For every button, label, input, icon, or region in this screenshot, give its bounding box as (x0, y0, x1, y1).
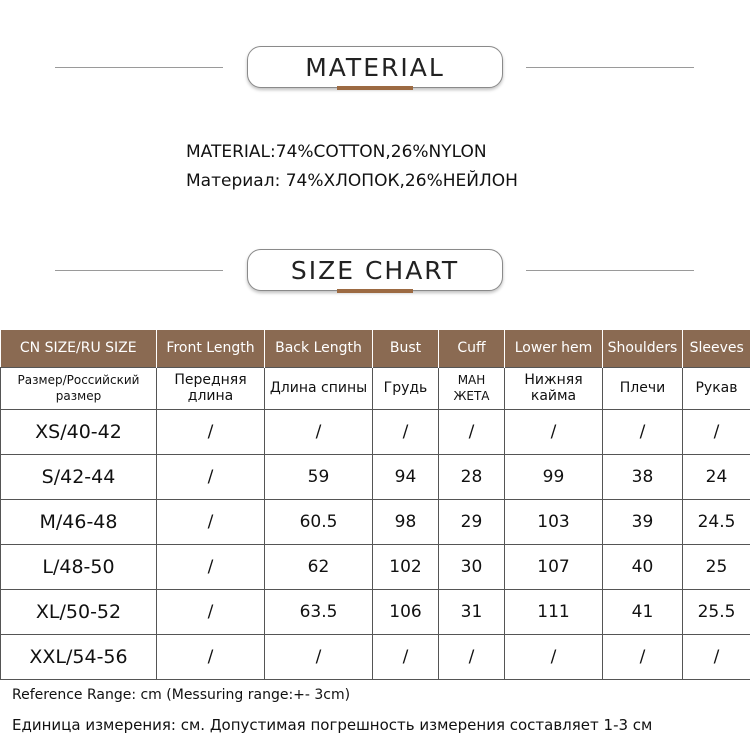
size-cell: XXL/54-56 (1, 634, 157, 679)
value-cell: 102 (373, 544, 439, 589)
value-cell: / (603, 409, 683, 454)
value-cell: 24.5 (683, 499, 750, 544)
value-cell: 59 (265, 454, 373, 499)
header-cell: Lower hem (505, 330, 603, 367)
table-row (1, 409, 750, 454)
divider-line-left (55, 270, 223, 271)
header-cell: Bust (373, 330, 439, 367)
reference-range-note: Reference Range: cm (Messuring range:+- 3cm) (12, 687, 351, 703)
value-cell: 30 (439, 544, 505, 589)
value-cell: / (505, 634, 603, 679)
table-row (1, 544, 750, 589)
header-cell: Sleeves (683, 330, 750, 367)
divider-line-right (526, 270, 694, 271)
table-row (1, 634, 750, 679)
value-cell: 94 (373, 454, 439, 499)
header-cell-ru: Рукав (683, 367, 750, 409)
size-cell: M/46-48 (1, 499, 157, 544)
size-cell: L/48-50 (1, 544, 157, 589)
value-cell: 25.5 (683, 589, 750, 634)
value-cell: / (439, 634, 505, 679)
value-cell: / (265, 409, 373, 454)
header-cell: CN SIZE/RU SIZE (1, 330, 157, 367)
size-cell: XS/40-42 (1, 409, 157, 454)
divider-line-left (55, 67, 223, 68)
header-cell-ru: Грудь (373, 367, 439, 409)
value-cell: 62 (265, 544, 373, 589)
value-cell: 103 (505, 499, 603, 544)
value-cell: 40 (603, 544, 683, 589)
header-cell: Back Length (265, 330, 373, 367)
value-cell: / (157, 454, 265, 499)
value-cell: / (157, 409, 265, 454)
value-cell: / (157, 544, 265, 589)
size-chart-title: SIZE CHART (290, 255, 460, 285)
value-cell: 24 (683, 454, 750, 499)
material-title: MATERIAL (305, 52, 445, 82)
value-cell: 31 (439, 589, 505, 634)
value-cell: 107 (505, 544, 603, 589)
header-cell-ru: Передняя длина (157, 367, 265, 409)
value-cell: 106 (373, 589, 439, 634)
table-row (1, 589, 750, 634)
header-row-ru (1, 367, 750, 409)
material-line-ru: Материал: 74%ХЛОПОК,26%НЕЙЛОН (186, 171, 518, 191)
header-cell-ru: Нижняя кайма (505, 367, 603, 409)
size-chart-heading (0, 249, 750, 295)
value-cell: / (373, 634, 439, 679)
value-cell: 99 (505, 454, 603, 499)
header-cell-ru: Размер/Российский размер (1, 367, 157, 409)
value-cell: 38 (603, 454, 683, 499)
value-cell: / (373, 409, 439, 454)
header-cell: Cuff (439, 330, 505, 367)
header-cell-ru: Длина спины (265, 367, 373, 409)
size-chart-table (0, 330, 750, 680)
value-cell: / (505, 409, 603, 454)
value-cell: 39 (603, 499, 683, 544)
divider-line-right (526, 67, 694, 68)
value-cell: 63.5 (265, 589, 373, 634)
value-cell: 41 (603, 589, 683, 634)
value-cell: / (683, 409, 750, 454)
measurement-note-ru: Единица измерения: см. Допустимая погрешность измерения составляет 1-3 см (12, 716, 653, 734)
value-cell: 60.5 (265, 499, 373, 544)
value-cell: / (439, 409, 505, 454)
size-cell: S/42-44 (1, 454, 157, 499)
value-cell: 29 (439, 499, 505, 544)
material-accent-bar (337, 86, 413, 90)
value-cell: / (157, 589, 265, 634)
header-cell-ru: МАН ЖЕТА (439, 367, 505, 409)
value-cell: / (157, 499, 265, 544)
header-cell-ru: Плечи (603, 367, 683, 409)
material-title-pill (247, 46, 503, 88)
value-cell: / (683, 634, 750, 679)
material-heading (0, 46, 750, 92)
material-line-en: MATERIAL:74%COTTON,26%NYLON (186, 142, 487, 162)
size-chart-title-pill (247, 249, 503, 291)
table-row (1, 454, 750, 499)
value-cell: 111 (505, 589, 603, 634)
header-row (1, 330, 750, 367)
value-cell: / (265, 634, 373, 679)
value-cell: 25 (683, 544, 750, 589)
value-cell: 98 (373, 499, 439, 544)
value-cell: 28 (439, 454, 505, 499)
value-cell: / (603, 634, 683, 679)
size-chart-accent-bar (337, 289, 413, 293)
value-cell: / (157, 634, 265, 679)
table-row (1, 499, 750, 544)
size-cell: XL/50-52 (1, 589, 157, 634)
header-cell: Shoulders (603, 330, 683, 367)
header-cell: Front Length (157, 330, 265, 367)
